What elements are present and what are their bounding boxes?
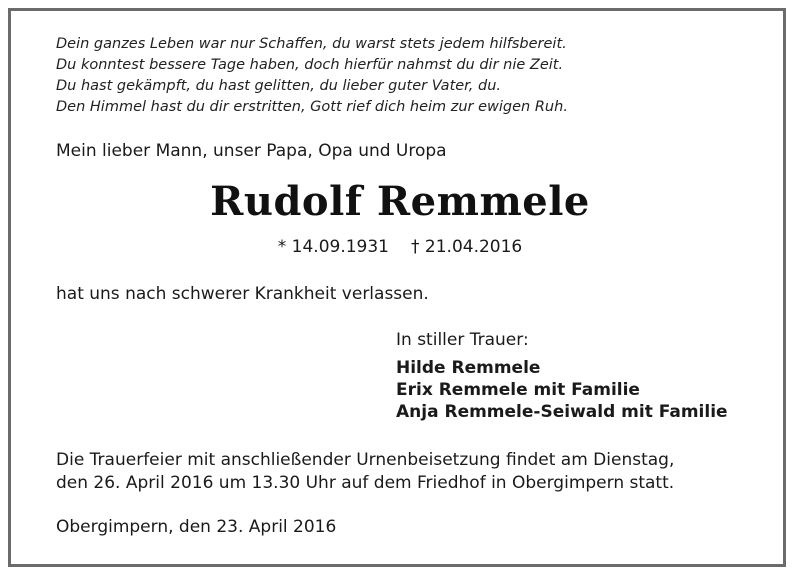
mourner-name: Erix Remmele mit Familie <box>396 380 640 400</box>
life-dates <box>0 237 800 257</box>
poem-line: Du hast gekämpft, du hast gelitten, du lieber guter Vater, du. <box>56 78 502 94</box>
poem-line: Du konntest bessere Tage haben, doch hierfür nahmst du dir nie Zeit. <box>56 57 564 73</box>
place-date: Obergimpern, den 23. April 2016 <box>56 517 337 537</box>
ceremony-line: Die Trauerfeier mit anschließender Urnenbeisetzung findet am Dienstag, <box>56 450 675 470</box>
poem-line: Dein ganzes Leben war nur Schaffen, du warst stets jedem hilfsbereit. <box>56 36 567 52</box>
mourners-block <box>396 329 728 423</box>
birth-date: * 14.09.1931 <box>277 237 389 257</box>
poem <box>56 34 568 118</box>
ceremony-line: den 26. April 2016 um 13.30 Uhr auf dem Friedhof in Obergimpern statt. <box>56 473 675 493</box>
deceased-name: Rudolf Remmele <box>210 178 590 225</box>
poem-line: Den Himmel hast du dir erstritten, Gott rief dich heim zur ewigen Ruh. <box>56 99 568 115</box>
mourner-name: Anja Remmele-Seiwald mit Familie <box>396 402 728 422</box>
death-date: † 21.04.2016 <box>411 237 523 257</box>
ceremony-notice <box>56 449 674 495</box>
mourner-name: Hilde Remmele <box>396 358 541 378</box>
mourning-heading: In stiller Trauer: <box>396 330 529 350</box>
statement-text: hat uns nach schwerer Krankheit verlassen. <box>56 284 429 304</box>
intro-text: Mein lieber Mann, unser Papa, Opa und Uropa <box>56 141 447 161</box>
